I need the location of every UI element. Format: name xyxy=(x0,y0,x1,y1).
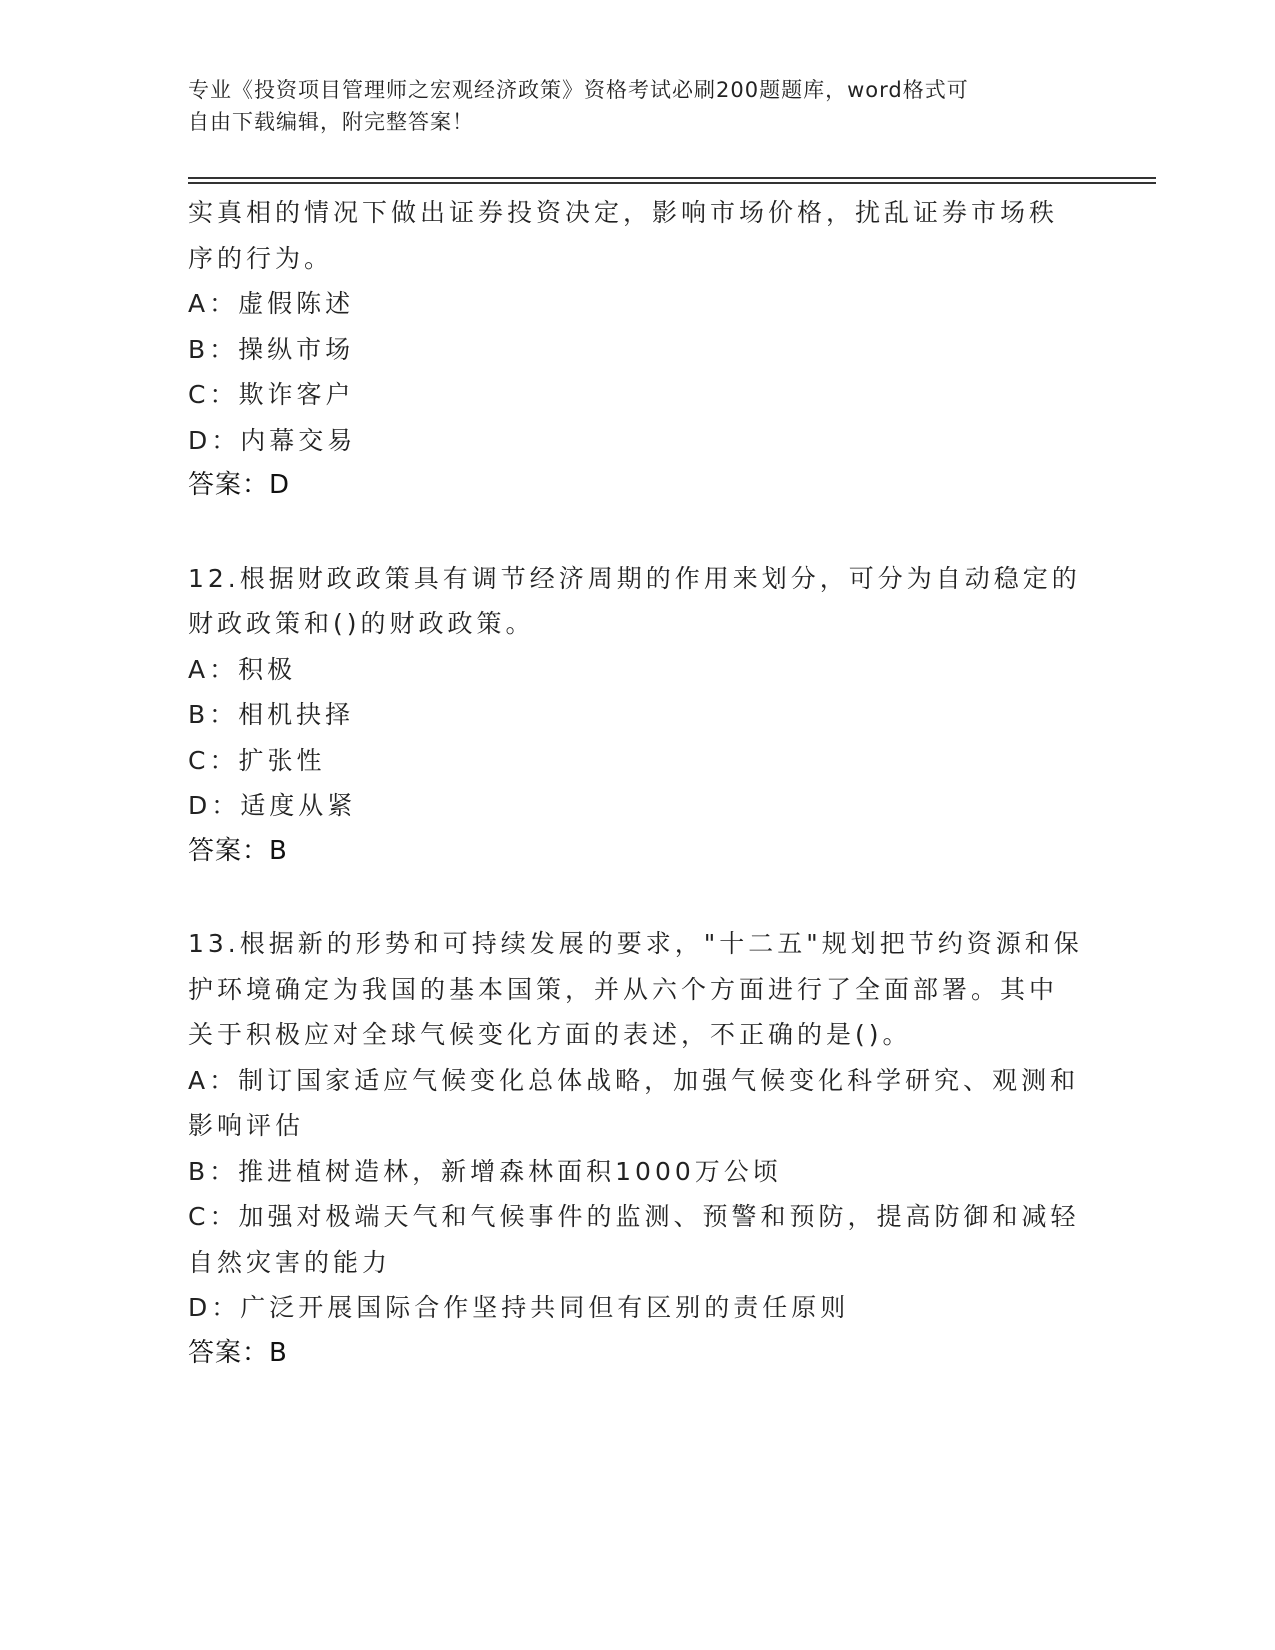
header-line-1: 专业《投资项目管理师之宏观经济政策》资格考试必刷200题题库，word格式可 xyxy=(188,78,969,102)
document-header xyxy=(188,74,1068,138)
option-b: B：推进植树造林，新增森林面积1000万公顷 xyxy=(188,1156,782,1186)
option-c: C：加强对极端天气和气候事件的监测、预警和预防，提高防御和减轻 xyxy=(188,1202,1080,1231)
option-a-continued: 影响评估 xyxy=(188,1111,305,1140)
question-12 xyxy=(188,556,1088,875)
answer-label: 答案：D xyxy=(188,470,291,500)
header-rule-bottom xyxy=(188,182,1156,184)
option-c: C：扩张性 xyxy=(188,745,326,775)
option-a: A：虚假陈述 xyxy=(188,289,355,318)
header-line-2: 自由下载编辑，附完整答案！ xyxy=(188,110,474,134)
answer-label: 答案：B xyxy=(188,835,288,866)
option-a: A：制订国家适应气候变化总体战略，加强气候变化科学研究、观测和 xyxy=(188,1065,1080,1095)
answer-label: 答案：B xyxy=(188,1337,288,1368)
option-d: D：广泛开展国际合作坚持共同但有区别的责任原则 xyxy=(188,1293,850,1322)
header-rule-top xyxy=(188,177,1156,179)
option-b: B：相机抉择 xyxy=(188,700,355,729)
question-stem-line: 关于积极应对全球气候变化方面的表述，不正确的是()。 xyxy=(188,1020,912,1049)
question-list xyxy=(188,190,1088,1376)
question-stem-line: 护环境确定为我国的基本国策，并从六个方面进行了全面部署。其中 xyxy=(188,974,1059,1004)
question-13 xyxy=(188,921,1088,1376)
option-a: A：积极 xyxy=(188,654,297,684)
option-c-continued: 自然灾害的能力 xyxy=(188,1247,392,1277)
question-11 xyxy=(188,190,1088,509)
question-stem-line: 实真相的情况下做出证券投资决定，影响市场价格，扰乱证券市场秩 xyxy=(188,198,1059,227)
question-stem-line: 13.根据新的形势和可持续发展的要求，"十二五"规划把节约资源和保 xyxy=(188,929,1083,958)
question-stem-line: 序的行为。 xyxy=(188,243,334,273)
option-b: B：操纵市场 xyxy=(188,334,355,364)
question-spacer xyxy=(188,509,1088,556)
question-stem-line: 12.根据财政政策具有调节经济周期的作用来划分，可分为自动稳定的 xyxy=(188,563,1081,593)
question-stem-line: 财政政策和()的财政政策。 xyxy=(188,609,535,638)
option-d: D：适度从紧 xyxy=(188,791,357,820)
question-spacer xyxy=(188,874,1088,921)
option-d: D：内幕交易 xyxy=(188,425,357,455)
option-c: C：欺诈客户 xyxy=(188,380,355,409)
